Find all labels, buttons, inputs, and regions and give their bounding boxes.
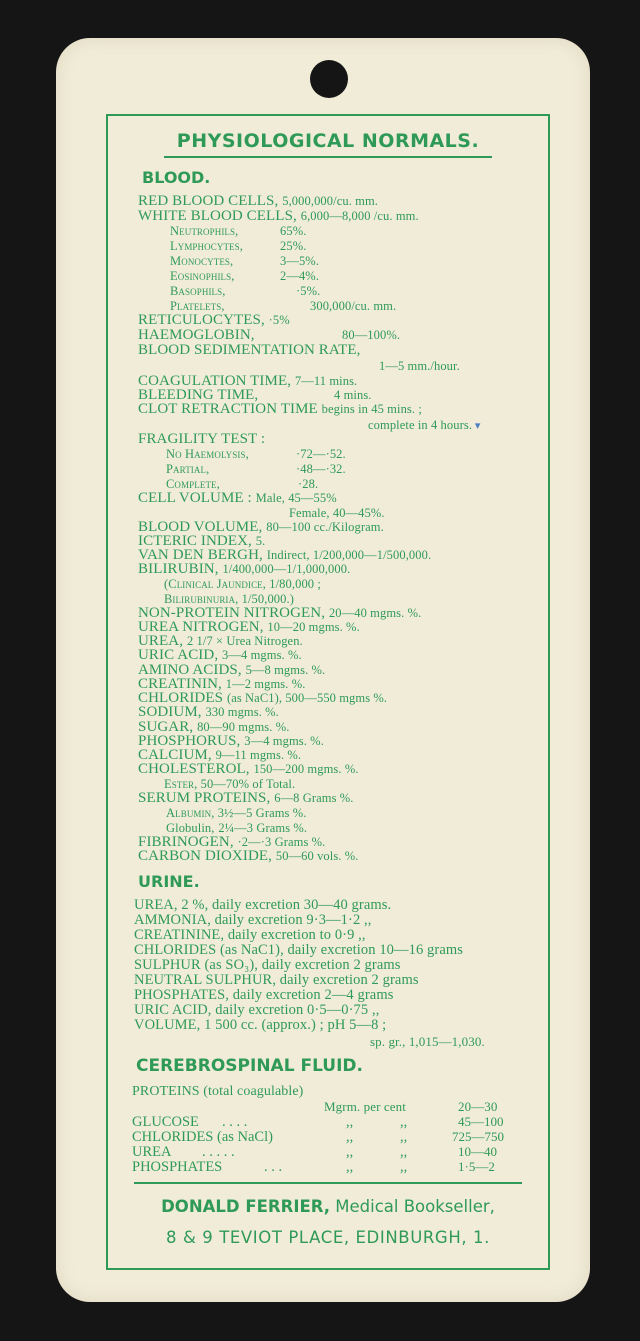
blood-line: UREA NITROGEN, 10—20 mgms. %. [138,619,360,635]
blood-line: UREA, 2 1/7 × Urea Nitrogen. [138,633,303,649]
section-heading-urine: URINE. [138,872,200,891]
csf-unit-header: Mgrm. per cent [324,1099,406,1114]
urine-line: SULPHUR (as SO₃), daily excretion 2 grams [134,957,401,973]
blood-line: (Clinical Jaundice, 1/80,000 ; [164,577,321,591]
urine-line: PHOSPHATES, daily excretion 2—4 grams [134,987,394,1003]
urine-line: URIC ACID, daily excretion 0·5—0·75 ,, [134,1002,380,1018]
blood-line: Partial, ·48—·32. [166,462,346,476]
blood-line: CELL VOLUME : Male, 45—55% [138,490,337,506]
publisher-address: 8 & 9 TEVIOT PLACE, EDINBURGH, 1. [166,1228,490,1247]
urine-line: VOLUME, 1 500 cc. (approx.) ; pH 5—8 ; [134,1017,387,1033]
blood-line: CLOT RETRACTION TIME begins in 45 mins. ; [138,401,422,417]
urine-line: AMMONIA, daily excretion 9·3—1·2 ,, [134,912,372,928]
normals-card [56,38,590,1302]
blood-line: ICTERIC INDEX, 5. [138,533,266,549]
blood-line: Complete, ·28. [166,477,319,491]
csf-row: CHLORIDES (as NaCl) ,, ,, 725—750 [132,1129,504,1145]
urine-line: CREATININE, daily excretion to 0·9 ,, [134,927,366,943]
blood-line: CREATININ, 1—2 mgms. %. [138,676,306,692]
blood-line: CHOLESTEROL, 150—200 mgms. %. [138,761,359,777]
blood-line: Eosinophils, 2—4%. [170,269,320,283]
blood-line: BLOOD VOLUME, 80—100 cc./Kilogram. [138,519,384,535]
blood-line: Platelets, 300,000/cu. mm. [170,299,397,313]
footer-divider [134,1182,522,1184]
blood-line: SERUM PROTEINS, 6—8 Grams %. [138,790,354,806]
blood-line: Albumin, 3½—5 Grams %. [166,806,307,820]
blood-line: BLEEDING TIME, 4 mins. [138,387,372,403]
punch-hole [310,60,348,98]
csf-proteins-value: 20—30 [458,1099,498,1114]
blood-line: Female, 40—45%. [289,506,385,520]
csf-row: UREA . . . . . ,, ,, 10—40 [132,1144,497,1160]
urine-line: NEUTRAL SULPHUR, daily excretion 2 grams [134,972,419,988]
blood-line: No Haemolysis, ·72—·52. [166,447,346,461]
blood-line: Monocytes, 3—5%. [170,254,320,268]
blood-line: WHITE BLOOD CELLS, 6,000—8,000 /cu. mm. [138,208,419,224]
urine-line: CHLORIDES (as NaC1), daily excretion 10—16 grams [134,942,463,958]
blood-line: Globulin, 2¼—3 Grams %. [166,821,308,835]
blood-line: Bilirubinuria, 1/50,000.) [164,592,294,606]
page-title: PHYSIOLOGICAL NORMALS. [176,130,480,152]
csf-row: GLUCOSE . . . . ,, ,, 45—100 [132,1114,504,1130]
blood-line: PHOSPHORUS, 3—4 mgms. %. [138,733,324,749]
blood-line: Basophils, ·5%. [170,284,321,298]
blood-line: CHLORIDES (as NaC1), 500—550 mgms %. [138,690,388,706]
blood-line: 1—5 mm./hour. [379,359,460,373]
blood-line: Ester, 50—70% of Total. [164,777,296,791]
blood-line: Lymphocytes, 25%. [170,239,307,253]
blood-line: VAN DEN BERGH, Indirect, 1/200,000—1/500,000. [138,547,432,563]
blood-line: COAGULATION TIME, 7—11 mins. [138,373,358,389]
csf-row: PHOSPHATES . . . ,, ,, 1·5—2 [132,1159,495,1175]
blood-line: SUGAR, 80—90 mgms. %. [138,719,290,735]
blood-line: Neutrophils, 65%. [170,224,307,238]
blood-line: AMINO ACIDS, 5—8 mgms. %. [138,662,326,678]
blood-line: FIBRINOGEN, ·2—·3 Grams %. [138,834,326,850]
blood-line: CARBON DIOXIDE, 50—60 vols. %. [138,848,359,864]
publisher-line: DONALD FERRIER, Medical Bookseller, [161,1197,495,1216]
blood-line: BILIRUBIN, 1/400,000—1/1,000,000. [138,561,351,577]
blood-line: RETICULOCYTES, ·5% [138,312,290,328]
urine-line: UREA, 2 %, daily excretion 30—40 grams. [134,897,392,913]
blood-line: HAEMOGLOBIN, 80—100%. [138,327,401,343]
title-underline [164,156,492,158]
blood-line: BLOOD SEDIMENTATION RATE, [138,342,361,358]
blood-line: FRAGILITY TEST : [138,431,266,447]
blood-line: SODIUM, 330 mgms. %. [138,704,279,720]
blood-line: complete in 4 hours. ▾ [368,418,481,432]
section-heading-csf: CEREBROSPINAL FLUID. [136,1056,363,1076]
blood-line: RED BLOOD CELLS, 5,000,000/cu. mm. [138,193,379,209]
blood-line: URIC ACID, 3—4 mgms. %. [138,647,302,663]
urine-line: sp. gr., 1,015—1,030. [370,1034,485,1049]
section-heading-blood: BLOOD. [142,168,211,187]
csf-proteins-label: PROTEINS (total coagulable) [132,1084,304,1099]
content-frame [106,114,550,1270]
blood-line: CALCIUM, 9—11 mgms. %. [138,747,302,763]
blood-line: NON-PROTEIN NITROGEN, 20—40 mgms. %. [138,605,422,621]
